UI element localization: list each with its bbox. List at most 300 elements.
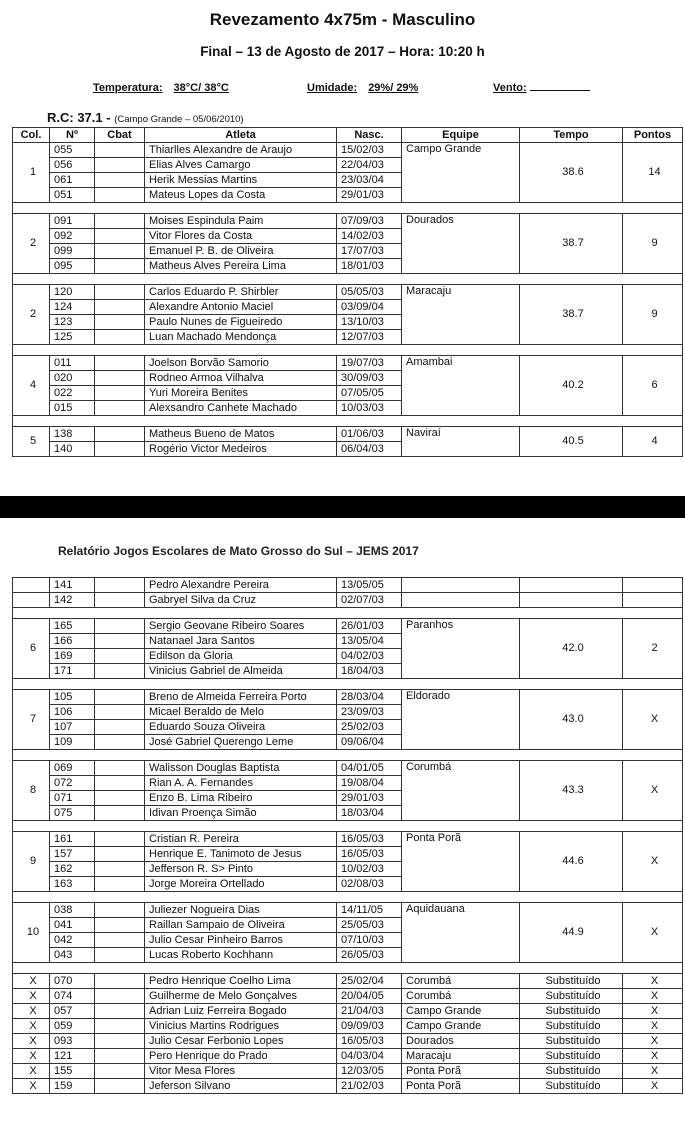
cbat-cell [95,188,145,203]
team-cell: Dourados [402,214,520,274]
athlete-number-cell: 059 [50,1019,95,1034]
humidity-label: Umidade: [307,82,358,94]
athlete-number-cell: 106 [50,705,95,720]
spacer-cell [13,892,50,903]
points-cell: X [623,832,683,892]
cbat-cell [95,285,145,300]
spacer-cell [145,203,337,214]
birth-date-cell: 29/01/03 [337,188,402,203]
points-cell: 6 [623,356,683,416]
athlete-name-cell: Matheus Alves Pereira Lima [145,259,337,274]
athlete-number-cell: 051 [50,188,95,203]
birth-date-cell: 07/05/05 [337,386,402,401]
birth-date-cell: 22/04/03 [337,158,402,173]
spacer-row [13,750,683,761]
birth-date-cell: 10/03/03 [337,401,402,416]
athlete-name-cell: Enzo B. Lima Ribeiro [145,791,337,806]
athlete-row [13,593,683,608]
spacer-cell [145,274,337,285]
cbat-cell [95,300,145,315]
cbat-cell [95,690,145,705]
spacer-cell [337,416,402,427]
humidity-info [307,82,418,94]
column-header: Col. [13,128,50,143]
athlete-number-cell: 071 [50,791,95,806]
cbat-cell [95,442,145,457]
athlete-number-cell: 075 [50,806,95,821]
team-cell: Ponta Porã [402,832,520,892]
birth-date-cell: 21/04/03 [337,1004,402,1019]
team-cell: Paranhos [402,619,520,679]
birth-date-cell: 13/10/03 [337,315,402,330]
birth-date-cell: 09/09/03 [337,1019,402,1034]
birth-date-cell: 04/03/04 [337,1049,402,1064]
spacer-cell [520,750,623,761]
spacer-cell [50,608,95,619]
cbat-cell [95,315,145,330]
spacer-cell [402,679,520,690]
spacer-cell [95,608,145,619]
athlete-number-cell: 165 [50,619,95,634]
birth-date-cell: 18/04/03 [337,664,402,679]
athlete-name-cell: Natanael Jara Santos [145,634,337,649]
column-header: Pontos [623,128,683,143]
athlete-number-cell: 011 [50,356,95,371]
placement-cell: X [13,974,50,989]
birth-date-cell: 01/06/03 [337,427,402,442]
birth-date-cell: 20/04/05 [337,989,402,1004]
athlete-row [13,690,683,705]
time-cell: Substituído [520,1004,623,1019]
birth-date-cell: 16/05/03 [337,847,402,862]
time-cell: 40.2 [520,356,623,416]
cbat-cell [95,649,145,664]
cbat-cell [95,705,145,720]
points-cell: X [623,1004,683,1019]
athlete-name-cell: Edilson da Gloria [145,649,337,664]
athlete-row [13,214,683,229]
athlete-number-cell: 015 [50,401,95,416]
time-cell: 38.7 [520,214,623,274]
cbat-cell [95,918,145,933]
spacer-row [13,345,683,356]
athlete-name-cell: Juliezer Nogueira Dias [145,903,337,918]
spacer-cell [623,892,683,903]
birth-date-cell: 23/03/04 [337,173,402,188]
athlete-number-cell: 171 [50,664,95,679]
spacer-cell [337,963,402,974]
placement-cell: 5 [13,427,50,457]
spacer-cell [50,679,95,690]
spacer-cell [95,892,145,903]
athlete-name-cell: Adrian Luiz Ferreira Bogado [145,1004,337,1019]
spacer-cell [13,679,50,690]
spacer-cell [623,679,683,690]
spacer-cell [520,608,623,619]
points-cell: X [623,989,683,1004]
substitute-row [13,989,683,1004]
placement-cell: 8 [13,761,50,821]
spacer-cell [337,750,402,761]
team-cell: Campo Grande [402,143,520,203]
birth-date-cell: 07/09/03 [337,214,402,229]
time-cell: 40.5 [520,427,623,457]
placement-cell: X [13,1004,50,1019]
birth-date-cell: 25/05/03 [337,918,402,933]
record-note: (Campo Grande – 05/06/2010) [114,114,244,125]
placement-cell: X [13,1049,50,1064]
competition-record [47,110,244,125]
athlete-name-cell: Lucas Roberto Kochhann [145,948,337,963]
spacer-cell [520,963,623,974]
substitute-row [13,1034,683,1049]
athlete-number-cell: 123 [50,315,95,330]
spacer-cell [623,345,683,356]
athlete-number-cell: 057 [50,1004,95,1019]
time-cell: 43.3 [520,761,623,821]
spacer-cell [50,274,95,285]
cbat-cell [95,948,145,963]
athlete-number-cell: 155 [50,1064,95,1079]
birth-date-cell: 26/05/03 [337,948,402,963]
cbat-cell [95,143,145,158]
athlete-row [13,832,683,847]
spacer-cell [95,750,145,761]
spacer-cell [50,750,95,761]
athlete-number-cell: 162 [50,862,95,877]
spacer-cell [95,274,145,285]
cbat-cell [95,791,145,806]
athlete-number-cell: 069 [50,761,95,776]
birth-date-cell: 04/02/03 [337,649,402,664]
results-table-page1 [12,127,683,457]
athlete-name-cell: Joelson Borvão Samorio [145,356,337,371]
birth-date-cell: 26/01/03 [337,619,402,634]
cbat-cell [95,158,145,173]
spacer-cell [50,203,95,214]
points-cell: 4 [623,427,683,457]
birth-date-cell: 16/05/03 [337,832,402,847]
spacer-cell [402,821,520,832]
spacer-cell [50,416,95,427]
team-cell: Campo Grande [402,1019,520,1034]
spacer-cell [337,274,402,285]
spacer-cell [337,679,402,690]
team-cell: Eldorado [402,690,520,750]
birth-date-cell: 04/01/05 [337,761,402,776]
team-cell: Ponta Porã [402,1079,520,1094]
birth-date-cell: 28/03/04 [337,690,402,705]
page-title: Revezamento 4x75m - Masculino [209,10,476,29]
spacer-cell [145,750,337,761]
spacer-cell [13,750,50,761]
birth-date-cell: 18/03/04 [337,806,402,821]
cbat-cell [95,933,145,948]
cbat-cell [95,1079,145,1094]
athlete-number-cell: 093 [50,1034,95,1049]
athlete-number-cell: 056 [50,158,95,173]
points-cell: 14 [623,143,683,203]
birth-date-cell: 06/04/03 [337,442,402,457]
spacer-cell [402,892,520,903]
athlete-row [13,578,683,593]
athlete-number-cell: 042 [50,933,95,948]
cbat-cell [95,330,145,345]
athlete-number-cell: 141 [50,578,95,593]
cbat-cell [95,619,145,634]
birth-date-cell: 02/07/03 [337,593,402,608]
spacer-cell [50,345,95,356]
spacer-cell [95,821,145,832]
athlete-row [13,143,683,158]
athlete-name-cell: Vinicius Gabriel de Almeida [145,664,337,679]
athlete-name-cell: Yuri Moreira Benites [145,386,337,401]
athlete-name-cell: Idivan Proença Simão [145,806,337,821]
birth-date-cell: 05/05/03 [337,285,402,300]
athlete-name-cell: Vitor Flores da Costa [145,229,337,244]
placement-cell: X [13,1019,50,1034]
birth-date-cell: 19/07/03 [337,356,402,371]
placement-cell [13,593,50,608]
athlete-name-cell: Walisson Douglas Baptista [145,761,337,776]
cbat-cell [95,244,145,259]
team-cell: Naviraí [402,427,520,457]
spacer-cell [337,608,402,619]
placement-cell: X [13,1034,50,1049]
column-header: Cbat [95,128,145,143]
substitute-row [13,1079,683,1094]
spacer-cell [623,416,683,427]
birth-date-cell: 13/05/05 [337,578,402,593]
humidity-value: 29%/ 29% [368,82,419,94]
spacer-cell [520,203,623,214]
spacer-cell [145,345,337,356]
athlete-row [13,761,683,776]
spacer-row [13,608,683,619]
substitute-row [13,1004,683,1019]
points-cell: X [623,974,683,989]
athlete-number-cell: 038 [50,903,95,918]
birth-date-cell: 18/01/03 [337,259,402,274]
substitute-row [13,1064,683,1079]
cbat-cell [95,720,145,735]
athlete-number-cell: 109 [50,735,95,750]
column-header: Tempo [520,128,623,143]
athlete-row [13,619,683,634]
spacer-row [13,203,683,214]
athlete-name-cell: Henrique E. Tanimoto de Jesus [145,847,337,862]
placement-cell: 9 [13,832,50,892]
athlete-number-cell: 107 [50,720,95,735]
athlete-number-cell: 055 [50,143,95,158]
column-header: Nº [50,128,95,143]
substitute-row [13,1019,683,1034]
substitute-row [13,1049,683,1064]
spacer-cell [520,274,623,285]
team-cell: Campo Grande [402,1004,520,1019]
spacer-cell [623,963,683,974]
spacer-cell [13,203,50,214]
placement-cell: 1 [13,143,50,203]
cbat-cell [95,427,145,442]
spacer-cell [520,679,623,690]
athlete-number-cell: 157 [50,847,95,862]
birth-date-cell: 15/02/03 [337,143,402,158]
team-cell: Corumbá [402,761,520,821]
spacer-cell [50,963,95,974]
spacer-row [13,821,683,832]
cbat-cell [95,401,145,416]
athlete-name-cell: Guilherme de Melo Gonçalves [145,989,337,1004]
record-value: R.C: 37.1 - [47,110,111,125]
cbat-cell [95,974,145,989]
cbat-cell [95,1034,145,1049]
athlete-name-cell: Emanuel P. B. de Oliveira [145,244,337,259]
spacer-cell [623,203,683,214]
points-cell: X [623,1019,683,1034]
spacer-cell [402,608,520,619]
athlete-name-cell: Paulo Nunes de Figueiredo [145,315,337,330]
spacer-row [13,963,683,974]
team-cell: Maracaju [402,1049,520,1064]
athlete-name-cell: José Gabriel Querengo Leme [145,735,337,750]
time-cell: Substituído [520,1019,623,1034]
athlete-name-cell: Rodneo Armoa Vilhalva [145,371,337,386]
points-cell [623,578,683,593]
spacer-cell [13,416,50,427]
athlete-number-cell: 041 [50,918,95,933]
time-cell: 38.7 [520,285,623,345]
athlete-number-cell: 105 [50,690,95,705]
athlete-row [13,285,683,300]
header-row [13,128,683,143]
athlete-number-cell: 159 [50,1079,95,1094]
athlete-row [13,427,683,442]
athlete-name-cell: Moises Espindula Paim [145,214,337,229]
spacer-cell [520,416,623,427]
cbat-cell [95,1064,145,1079]
cbat-cell [95,371,145,386]
column-header: Atleta [145,128,337,143]
spacer-cell [623,821,683,832]
cbat-cell [95,862,145,877]
points-cell: X [623,690,683,750]
cbat-cell [95,776,145,791]
athlete-name-cell: Rian A. A. Fernandes [145,776,337,791]
spacer-row [13,679,683,690]
points-cell: X [623,1079,683,1094]
cbat-cell [95,761,145,776]
birth-date-cell: 29/01/03 [337,791,402,806]
points-cell: X [623,903,683,963]
athlete-number-cell: 092 [50,229,95,244]
athlete-row [13,903,683,918]
cbat-cell [95,1049,145,1064]
birth-date-cell: 17/07/03 [337,244,402,259]
spacer-cell [145,821,337,832]
birth-date-cell: 16/05/03 [337,1034,402,1049]
spacer-cell [337,203,402,214]
placement-cell: 6 [13,619,50,679]
birth-date-cell: 10/02/03 [337,862,402,877]
time-cell: 44.9 [520,903,623,963]
birth-date-cell: 23/09/03 [337,705,402,720]
birth-date-cell: 07/10/03 [337,933,402,948]
athlete-number-cell: 121 [50,1049,95,1064]
placement-cell: 7 [13,690,50,750]
spacer-cell [623,750,683,761]
points-cell: 9 [623,214,683,274]
placement-cell [13,578,50,593]
athlete-name-cell: Jefferson R. S> Pinto [145,862,337,877]
spacer-cell [337,345,402,356]
cbat-cell [95,229,145,244]
athlete-name-cell: Pedro Alexandre Pereira [145,578,337,593]
time-cell: Substituído [520,1034,623,1049]
team-cell [402,578,520,593]
points-cell: X [623,1034,683,1049]
athlete-number-cell: 140 [50,442,95,457]
athlete-name-cell: Cristian R. Pereira [145,832,337,847]
team-cell: Corumbá [402,974,520,989]
birth-date-cell: 19/08/04 [337,776,402,791]
results-table-page2 [12,577,683,1094]
athlete-number-cell: 043 [50,948,95,963]
athlete-name-cell: Vitor Mesa Flores [145,1064,337,1079]
team-cell: Maracaju [402,285,520,345]
birth-date-cell: 12/03/05 [337,1064,402,1079]
team-cell: Aquidauana [402,903,520,963]
placement-cell: X [13,1079,50,1094]
cbat-cell [95,847,145,862]
report-title: Relatório Jogos Escolares de Mato Grosso do Sul – JEMS 2017 [58,544,419,558]
spacer-cell [623,274,683,285]
spacer-cell [520,821,623,832]
spacer-cell [402,274,520,285]
cbat-cell [95,735,145,750]
athlete-name-cell: Sergio Geovane Ribeiro Soares [145,619,337,634]
athlete-name-cell: Pero Henrique do Prado [145,1049,337,1064]
birth-date-cell: 25/02/03 [337,720,402,735]
cbat-cell [95,356,145,371]
athlete-name-cell: Elias Alves Camargo [145,158,337,173]
spacer-cell [95,416,145,427]
time-cell: 38.6 [520,143,623,203]
athlete-row [13,356,683,371]
team-cell [402,593,520,608]
athlete-number-cell: 020 [50,371,95,386]
spacer-cell [520,892,623,903]
team-cell: Dourados [402,1034,520,1049]
birth-date-cell: 14/02/03 [337,229,402,244]
time-cell: Substituído [520,1049,623,1064]
spacer-cell [145,679,337,690]
athlete-name-cell: Thiarlles Alexandre de Araujo [145,143,337,158]
cbat-cell [95,1019,145,1034]
athlete-name-cell: Herik Messias Martins [145,173,337,188]
athlete-number-cell: 166 [50,634,95,649]
cbat-cell [95,173,145,188]
athlete-number-cell: 091 [50,214,95,229]
spacer-cell [520,345,623,356]
athlete-number-cell: 061 [50,173,95,188]
spacer-cell [13,821,50,832]
birth-date-cell: 13/05/04 [337,634,402,649]
spacer-cell [95,345,145,356]
athlete-number-cell: 120 [50,285,95,300]
time-cell: 44.6 [520,832,623,892]
athlete-number-cell: 099 [50,244,95,259]
